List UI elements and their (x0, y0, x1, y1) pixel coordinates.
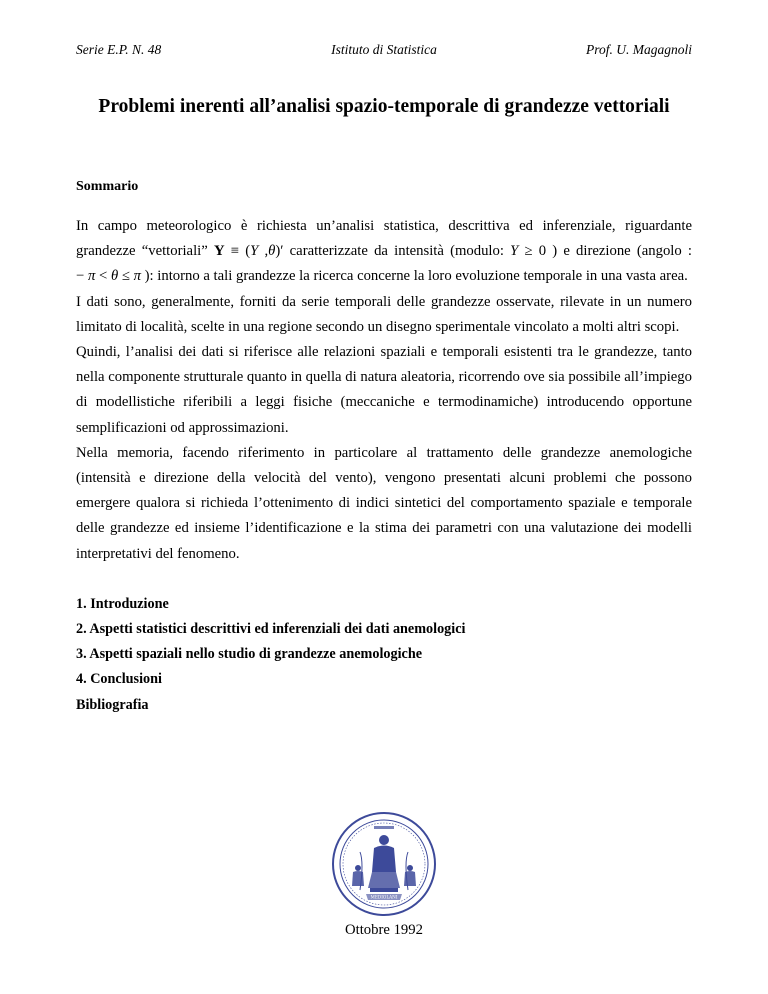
author-label: Prof. U. Magagnoli (586, 42, 692, 57)
toc-item-conclusioni: 4. Conclusioni (76, 671, 162, 688)
paper-body (76, 176, 692, 718)
seal-motto: MEDIOLANI (370, 894, 398, 900)
publication-date: Ottobre 1992 (345, 922, 423, 938)
table-of-contents (76, 592, 692, 718)
paper-title: Problemi inerenti all’analisi spazio-temporale di grandezze vettoriali (98, 96, 670, 117)
university-seal-icon (330, 810, 438, 918)
abstract-paragraph-4: Nella memoria, facendo riferimento in particolare al trattamento delle grandezze anemologiche (intensità e direzione della velocità del vento), vengono presentati alcuni problemi che possono emergere qualora si richieda l’ottenimento di indici sintetici del comportamento spaziale e temporale delle grandezze ed insieme l’identificazione e la stima dei parametri con una valutazione dei modelli interpretativi del fenomeno. (76, 444, 692, 562)
toc-item-aspetti-spaziali: 3. Aspetti spaziali nello studio di grandezze anemologiche (76, 646, 423, 663)
abstract-paragraph-1: In campo meteorologico è richiesta un’analisi statistica, descrittiva ed inferenziale, riguardante grandezze “vettoriali” Y ≡ (Y ,θ)′ caratterizzate da intensità (modulo: Y ≥ 0 ) e direzione (angolo : − π < θ ≤ π ): intorno a tali grandezze la ricerca concerne la loro evoluzione temporale in una vasta area. (76, 218, 692, 285)
abstract-heading: Sommario (76, 179, 139, 194)
toc-item-bibliografia: Bibliografia (76, 696, 149, 713)
abstract-paragraph-3: Quindi, l’analisi dei dati si riferisce alle relazioni spaziali e temporali esistenti tra le grandezze, tanto nella componente strutturale quanto in quella di natura aleatoria, ricorrendo ove sia possibile all’impiego di modellistiche riferibili a leggi fisiche (meccaniche e termodinamiche) introducendo opportune semplificazioni od approssimazioni. (76, 344, 692, 436)
series-label: Serie E.P. N. 48 (76, 42, 162, 57)
toc-item-aspetti-statistici: 2. Aspetti statistici descrittivi ed inferenziali dei dati anemologici (76, 621, 466, 638)
abstract-paragraph-2: I dati sono, generalmente, forniti da serie temporali delle grandezze osservate, rilevate in un numero limitato di località, scelte in una regione secondo un disegno sperimentale vincolato a molti altri scopi. (76, 293, 692, 335)
toc-item-introduzione: 1. Introduzione (76, 595, 169, 612)
institute-label: Istituto di Statistica (331, 42, 437, 57)
running-header (76, 42, 692, 60)
